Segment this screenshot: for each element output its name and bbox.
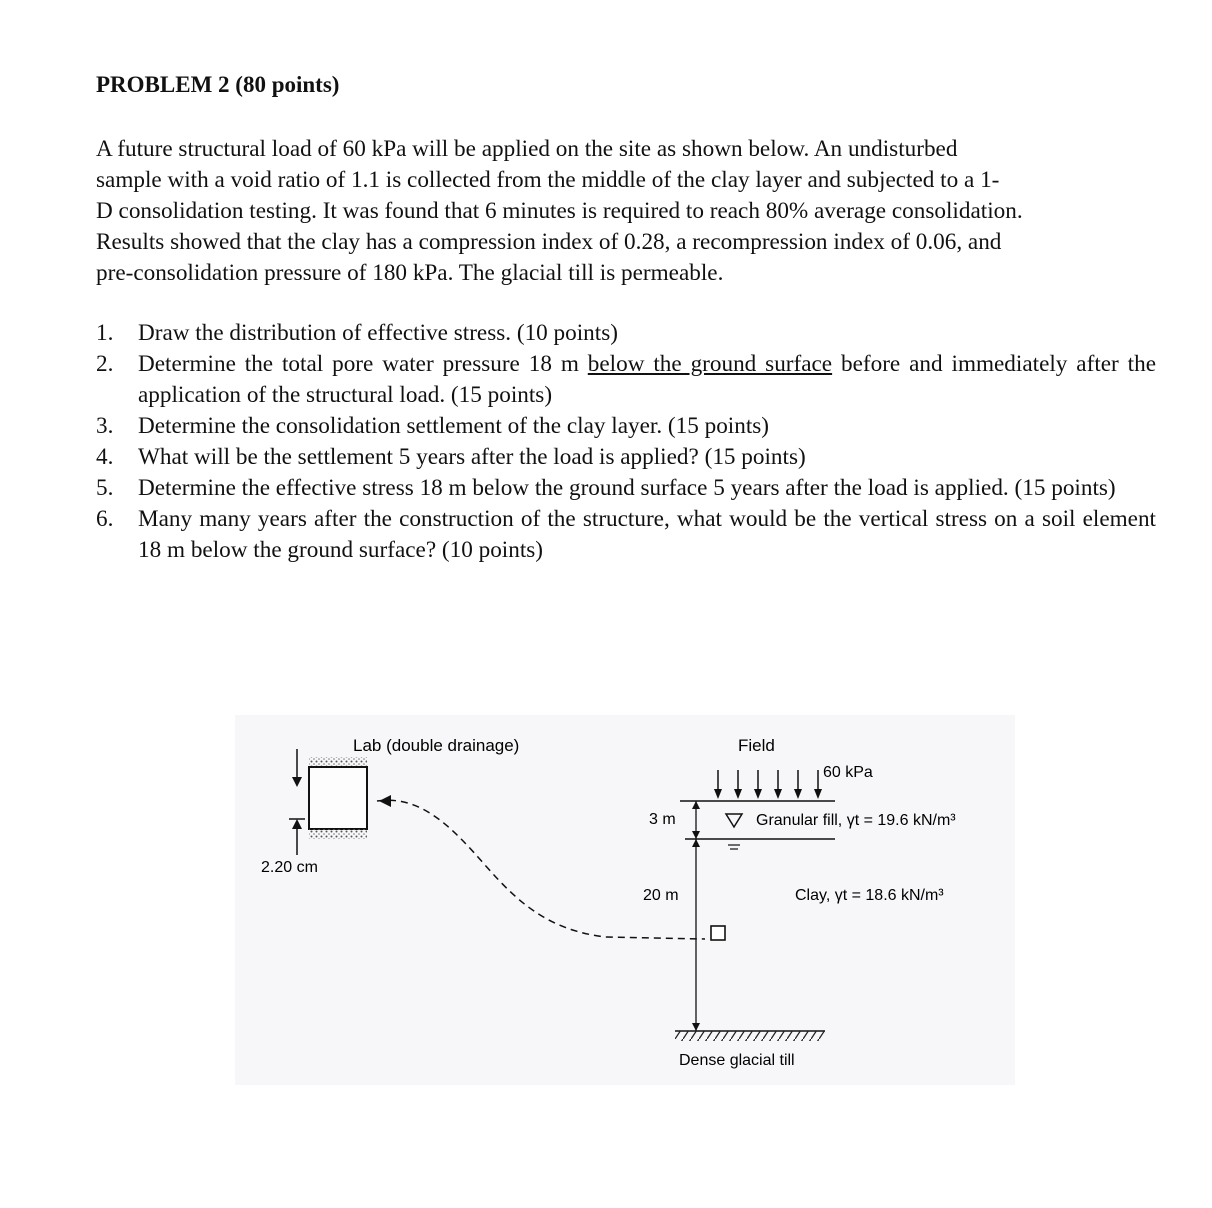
statement-line: sample with a void ratio of 1.1 is collected from the middle of the clay layer and subjected to a 1- xyxy=(96,167,1000,193)
question-number: 6. xyxy=(96,506,114,532)
top-porous-stone xyxy=(309,757,367,767)
question-number: 3. xyxy=(96,413,114,439)
question-text: Draw the distribution of effective stress. (10 points) xyxy=(138,320,618,346)
question-text: Many many years after the construction of the structure, what would be the vertical stress on a soil element 18 m below the ground surface? (10 points) xyxy=(138,506,1156,563)
question-text: Determine the effective stress 18 m below the ground surface 5 years after the load is applied. (15 points) xyxy=(138,475,1116,501)
underlined-phrase: below the ground surface xyxy=(587,351,833,377)
clay-sample xyxy=(309,767,367,829)
question-text xyxy=(138,349,1156,411)
question-item xyxy=(96,504,1156,566)
question-number: 5. xyxy=(96,475,114,501)
soil-profile-figure xyxy=(235,715,1015,1085)
clay-thickness-label: 20 m xyxy=(643,887,679,904)
base-layer-label: Dense glacial till xyxy=(679,1052,795,1069)
question-number: 4. xyxy=(96,444,114,470)
question-number: 1. xyxy=(96,320,114,346)
fill-layer-label: Granular fill, γt = 19.6 kN/m³ xyxy=(756,812,956,829)
question-item xyxy=(96,318,1156,349)
bottom-porous-stone xyxy=(309,829,367,839)
question-item xyxy=(96,473,1156,504)
question-text: Determine the consolidation settlement of the clay layer. (15 points) xyxy=(138,413,770,439)
statement-line: Results showed that the clay has a compression index of 0.28, a recompression index of 0.06, and xyxy=(96,229,1002,255)
lab-label: Lab (double drainage) xyxy=(353,736,520,755)
load-label: 60 kPa xyxy=(823,764,873,781)
sample-thickness-label: 2.20 cm xyxy=(261,859,318,876)
question-list xyxy=(96,318,1156,566)
fill-thickness-label: 3 m xyxy=(649,811,676,828)
field-label: Field xyxy=(738,736,775,755)
question-text-part: before and immediately after the application of the structural load. (15 points) xyxy=(138,351,1156,408)
statement-line: A future structural load of 60 kPa will be applied on the site as shown below. An undisturbed xyxy=(96,136,958,162)
impermeable-base-hatch xyxy=(675,1031,825,1041)
soil-profile-diagram xyxy=(235,715,1015,1085)
question-number: 2. xyxy=(96,351,114,377)
statement-line: D consolidation testing. It was found that 6 minutes is required to reach 80% average consolidation. xyxy=(96,198,1023,224)
problem-heading: PROBLEM 2 (80 points) xyxy=(96,72,340,97)
statement-line: pre-consolidation pressure of 180 kPa. The glacial till is permeable. xyxy=(96,260,724,286)
question-text: What will be the settlement 5 years after the load is applied? (15 points) xyxy=(138,444,806,470)
clay-layer-label: Clay, γt = 18.6 kN/m³ xyxy=(795,887,944,904)
question-item xyxy=(96,349,1156,411)
question-item xyxy=(96,442,1156,473)
question-item xyxy=(96,411,1156,442)
soil-element xyxy=(711,926,725,940)
problem-statement xyxy=(96,134,1148,289)
question-text-part: Determine the total pore water pressure 18 m xyxy=(138,351,588,377)
